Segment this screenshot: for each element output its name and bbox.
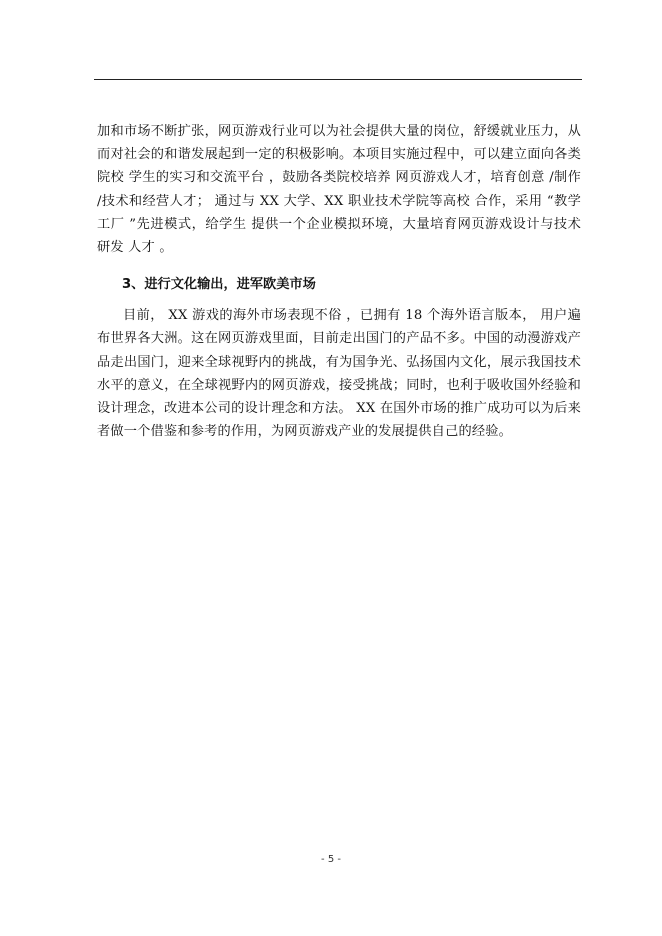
page-number: - 5 -: [321, 854, 341, 865]
body-paragraph: 目前， XX 游戏的海外市场表现不俗 ，已拥有 18 个海外语言版本， 用户遍布世界各大洲。这在网页游戏里面，目前走出国门的产品不多。中国的动漫游戏产品走出国门，迎来全球视野内的挑战，有为国争光、弘扬国内文化，展示我国技术水平的意义，在全球视野内的网页游戏，接受挑战；同时，也利于吸收国外经验和设计理念，改进本公司的设计理念和方法。 XX 在国外市场的推广成功可以为后来者做一个借鉴和参考的作用，为网页游戏产业的发展提供自己的经验。: [97, 308, 581, 440]
section-heading: 3、进行文化输出，进军欧美市场: [122, 277, 316, 293]
page-content: [97, 120, 581, 443]
header-rule: [94, 79, 582, 80]
body-paragraph: 加和市场不断扩张，网页游戏行业可以为社会提供大量的岗位，舒缓就业压力，从而对社会的和谐发展起到一定的积极影响。本项目实施过程中，可以建立面向各类院校 学生的实习和交流平台 ，鼓励各类院校培养 网页游戏人才，培育创意 /制作 /技术和经营人才； 通过与 XX 大学、XX 职业技术学院等高校 合作，采用 “教学工厂 ”先进模式，给学生 提供一个企业模拟环境，大量培育网页游戏设计与技术研发 人才 。: [97, 124, 581, 256]
